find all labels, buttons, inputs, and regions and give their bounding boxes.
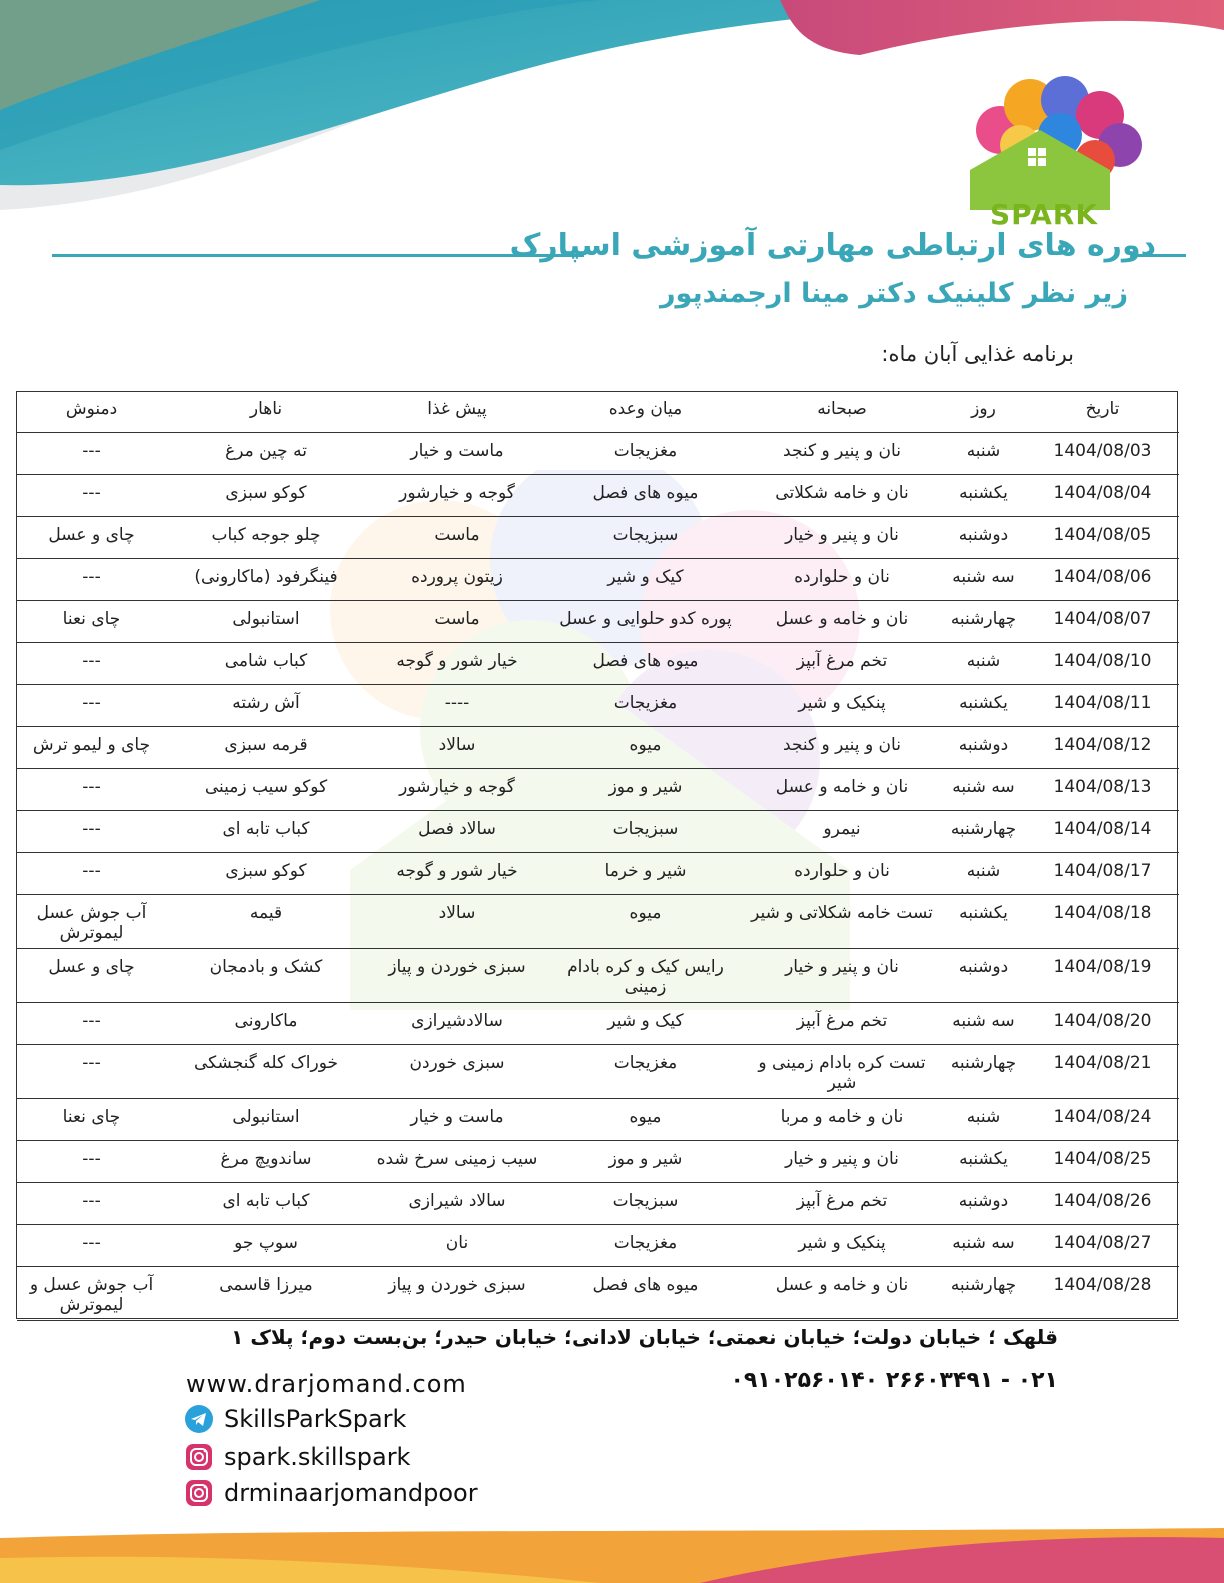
cell-day: دوشنبه: [941, 517, 1026, 559]
cell-lunch: خوراک کله گنجشکی: [166, 1045, 366, 1099]
table-row: [17, 895, 1179, 949]
cell-lunch: ماکارونی: [166, 1003, 366, 1045]
cell-lunch: استانبولی: [166, 1099, 366, 1141]
cell-tea: ---: [17, 811, 166, 853]
page-title: دوره های ارتباطی مهارتی آموزشی اسپارک: [509, 228, 1156, 263]
cell-snack: شیر و موز: [548, 1141, 743, 1183]
logo-text: SPARK: [990, 198, 1099, 231]
cell-tea: چای نعنا: [17, 601, 166, 643]
cell-tea: ---: [17, 1045, 166, 1099]
cell-lunch: چلو جوجه کباب: [166, 517, 366, 559]
cell-day: دوشنبه: [941, 727, 1026, 769]
cell-breakfast: نان و حلوارده: [743, 853, 941, 895]
cell-date: 1404/08/26: [1026, 1183, 1179, 1225]
cell-snack: مغزیجات: [548, 685, 743, 727]
cell-day: دوشنبه: [941, 1183, 1026, 1225]
cell-lunch: استانبولی: [166, 601, 366, 643]
column-header-tea: دمنوش: [17, 391, 166, 433]
cell-tea: آب جوش عسل و لیموترش: [17, 1267, 166, 1321]
cell-breakfast: تست کره بادام زمینی و شیر: [743, 1045, 941, 1099]
cell-breakfast: تخم مرغ آبپز: [743, 643, 941, 685]
cell-lunch: ته چین مرغ: [166, 433, 366, 475]
table-row: [17, 433, 1179, 475]
cell-snack: سبزیجات: [548, 1183, 743, 1225]
cell-day: چهارشنبه: [941, 811, 1026, 853]
cell-lunch: کوکو سبزی: [166, 475, 366, 517]
cell-date: 1404/08/05: [1026, 517, 1179, 559]
cell-breakfast: نان و خامه شکلاتی: [743, 475, 941, 517]
table-row: [17, 769, 1179, 811]
cell-breakfast: نان و خامه و عسل: [743, 601, 941, 643]
table-row: [17, 601, 1179, 643]
cell-breakfast: تست خامه شکلاتی و شیر: [743, 895, 941, 949]
cell-tea: ---: [17, 1183, 166, 1225]
cell-lunch: سوپ جو: [166, 1225, 366, 1267]
cell-date: 1404/08/19: [1026, 949, 1179, 1003]
instagram-contact-1[interactable]: [184, 1442, 410, 1472]
cell-appetizer: سبزی خوردن: [366, 1045, 548, 1099]
cell-date: 1404/08/27: [1026, 1225, 1179, 1267]
cell-snack: میوه: [548, 727, 743, 769]
cell-tea: ---: [17, 1225, 166, 1267]
cell-date: 1404/08/21: [1026, 1045, 1179, 1099]
cell-breakfast: پنکیک و شیر: [743, 685, 941, 727]
cell-snack: شیر و موز: [548, 769, 743, 811]
cell-snack: میوه های فصل: [548, 1267, 743, 1321]
cell-lunch: فینگرفود (ماکارونی): [166, 559, 366, 601]
cell-breakfast: پنکیک و شیر: [743, 1225, 941, 1267]
cell-appetizer: سالاد: [366, 895, 548, 949]
table-row: [17, 811, 1179, 853]
cell-lunch: کوکو سبزی: [166, 853, 366, 895]
cell-snack: کیک و شیر: [548, 1003, 743, 1045]
table-row: [17, 685, 1179, 727]
telegram-contact[interactable]: [184, 1404, 406, 1434]
column-header-breakfast: صبحانه: [743, 391, 941, 433]
instagram-icon: [184, 1442, 214, 1472]
cell-appetizer: سالاد شیرازی: [366, 1183, 548, 1225]
table-row: [17, 517, 1179, 559]
cell-appetizer: ماست و خیار: [366, 433, 548, 475]
cell-snack: میوه: [548, 1099, 743, 1141]
cell-breakfast: تخم مرغ آبپز: [743, 1183, 941, 1225]
cell-snack: مغزیجات: [548, 1045, 743, 1099]
cell-day: یکشنبه: [941, 1141, 1026, 1183]
cell-lunch: قیمه: [166, 895, 366, 949]
cell-appetizer: خیار شور و گوجه: [366, 853, 548, 895]
cell-day: سه شنبه: [941, 1003, 1026, 1045]
instagram-contact-2[interactable]: [184, 1478, 478, 1508]
cell-appetizer: سالاد: [366, 727, 548, 769]
table-row: [17, 727, 1179, 769]
cell-day: چهارشنبه: [941, 601, 1026, 643]
cell-appetizer: گوجه و خیارشور: [366, 475, 548, 517]
telegram-handle: SkillsParkSpark: [224, 1405, 407, 1433]
cell-lunch: کشک و بادمجان: [166, 949, 366, 1003]
cell-snack: میوه: [548, 895, 743, 949]
cell-breakfast: نان و خامه و عسل: [743, 1267, 941, 1321]
cell-tea: چای و لیمو ترش: [17, 727, 166, 769]
cell-tea: ---: [17, 433, 166, 475]
cell-snack: میوه های فصل: [548, 643, 743, 685]
table-header-row: [17, 391, 1179, 433]
table-row: [17, 1141, 1179, 1183]
cell-date: 1404/08/10: [1026, 643, 1179, 685]
cell-day: شنبه: [941, 1099, 1026, 1141]
table-row: [17, 643, 1179, 685]
cell-snack: کیک و شیر: [548, 559, 743, 601]
cell-breakfast: نان و خامه و مربا: [743, 1099, 941, 1141]
cell-tea: ---: [17, 853, 166, 895]
cell-tea: ---: [17, 1141, 166, 1183]
address-text: قلهک ؛ خیابان دولت؛ خیابان نعمتی؛ خیابان لادانی؛ خیابان حیدر؛ بن‌بست دوم؛ پلاک ۱: [231, 1325, 1058, 1349]
cell-date: 1404/08/06: [1026, 559, 1179, 601]
cell-day: یکشنبه: [941, 895, 1026, 949]
cell-appetizer: گوجه و خیارشور: [366, 769, 548, 811]
cell-appetizer: سالادشیرازی: [366, 1003, 548, 1045]
cell-appetizer: سالاد فصل: [366, 811, 548, 853]
cell-day: یکشنبه: [941, 475, 1026, 517]
cell-tea: ---: [17, 475, 166, 517]
cell-date: 1404/08/17: [1026, 853, 1179, 895]
cell-date: 1404/08/18: [1026, 895, 1179, 949]
column-header-snack: میان وعده: [548, 391, 743, 433]
cell-date: 1404/08/28: [1026, 1267, 1179, 1321]
column-header-lunch: ناهار: [166, 391, 366, 433]
table-row: [17, 559, 1179, 601]
cell-snack: مغزیجات: [548, 433, 743, 475]
cell-breakfast: تخم مرغ آبپز: [743, 1003, 941, 1045]
cell-appetizer: ماست: [366, 517, 548, 559]
cell-date: 1404/08/20: [1026, 1003, 1179, 1045]
cell-appetizer: ----: [366, 685, 548, 727]
table-row: [17, 1045, 1179, 1099]
cell-day: سه شنبه: [941, 769, 1026, 811]
cell-tea: ---: [17, 1003, 166, 1045]
clinic-supervision: زیر نظر کلینیک دکتر مینا ارجمندپور: [659, 278, 1128, 309]
cell-appetizer: سبزی خوردن و پیاز: [366, 1267, 548, 1321]
cell-tea: چای و عسل: [17, 517, 166, 559]
table-row: [17, 949, 1179, 1003]
cell-lunch: کوکو سیب زمینی: [166, 769, 366, 811]
cell-lunch: قرمه سبزی: [166, 727, 366, 769]
cell-snack: سبزیجات: [548, 517, 743, 559]
table-row: [17, 1225, 1179, 1267]
cell-appetizer: سبزی خوردن و پیاز: [366, 949, 548, 1003]
table-row: [17, 1183, 1179, 1225]
cell-date: 1404/08/14: [1026, 811, 1179, 853]
table-row: [17, 1099, 1179, 1141]
cell-day: چهارشنبه: [941, 1267, 1026, 1321]
plan-subtitle: برنامه غذایی آبان ماه:: [881, 342, 1074, 366]
cell-appetizer: زیتون پرورده: [366, 559, 548, 601]
cell-day: شنبه: [941, 433, 1026, 475]
cell-breakfast: نان و حلوارده: [743, 559, 941, 601]
cell-lunch: کباب تابه ای: [166, 811, 366, 853]
instagram-handle-2: drminaarjomandpoor: [224, 1479, 478, 1507]
cell-snack: میوه های فصل: [548, 475, 743, 517]
cell-tea: ---: [17, 685, 166, 727]
column-header-date: تاریخ: [1026, 391, 1179, 433]
table-row: [17, 1267, 1179, 1321]
table-row: [17, 1003, 1179, 1045]
cell-snack: رایس کیک و کره بادام زمینی: [548, 949, 743, 1003]
cell-lunch: ساندویچ مرغ: [166, 1141, 366, 1183]
cell-tea: چای نعنا: [17, 1099, 166, 1141]
cell-breakfast: نان و پنیر و خیار: [743, 517, 941, 559]
cell-date: 1404/08/03: [1026, 433, 1179, 475]
column-header-appetizer: پیش غذا: [366, 391, 548, 433]
cell-tea: ---: [17, 769, 166, 811]
cell-appetizer: ماست: [366, 601, 548, 643]
cell-date: 1404/08/07: [1026, 601, 1179, 643]
cell-date: 1404/08/24: [1026, 1099, 1179, 1141]
website-link[interactable]: www.drarjomand.com: [186, 1370, 467, 1398]
telegram-icon: [184, 1404, 214, 1434]
cell-appetizer: سیب زمینی سرخ شده: [366, 1141, 548, 1183]
cell-tea: ---: [17, 643, 166, 685]
table-row: [17, 475, 1179, 517]
cell-breakfast: نان و خامه و عسل: [743, 769, 941, 811]
cell-date: 1404/08/04: [1026, 475, 1179, 517]
cell-snack: پوره کدو حلوایی و عسل: [548, 601, 743, 643]
cell-snack: شیر و خرما: [548, 853, 743, 895]
cell-breakfast: نان و پنیر و خیار: [743, 949, 941, 1003]
instagram-icon: [184, 1478, 214, 1508]
cell-snack: سبزیجات: [548, 811, 743, 853]
cell-day: یکشنبه: [941, 685, 1026, 727]
cell-breakfast: نیمرو: [743, 811, 941, 853]
cell-date: 1404/08/13: [1026, 769, 1179, 811]
cell-day: سه شنبه: [941, 1225, 1026, 1267]
footer-wave-decoration: [0, 1528, 1224, 1583]
title-underline-left: [52, 254, 584, 257]
cell-lunch: آش رشته: [166, 685, 366, 727]
cell-breakfast: نان و پنیر و کنجد: [743, 727, 941, 769]
cell-day: شنبه: [941, 643, 1026, 685]
cell-appetizer: نان: [366, 1225, 548, 1267]
cell-day: دوشنبه: [941, 949, 1026, 1003]
cell-lunch: کباب تابه ای: [166, 1183, 366, 1225]
cell-appetizer: ماست و خیار: [366, 1099, 548, 1141]
cell-day: سه شنبه: [941, 559, 1026, 601]
cell-date: 1404/08/11: [1026, 685, 1179, 727]
cell-lunch: کباب شامی: [166, 643, 366, 685]
cell-appetizer: خیار شور و گوجه: [366, 643, 548, 685]
cell-date: 1404/08/25: [1026, 1141, 1179, 1183]
phone-numbers: ۰۲۱ - ۲۶۶۰۳۴۹۱ ۰۹۱۰۲۵۶۰۱۴۰: [730, 1368, 1058, 1393]
cell-breakfast: نان و پنیر و کنجد: [743, 433, 941, 475]
cell-date: 1404/08/12: [1026, 727, 1179, 769]
cell-tea: چای و عسل: [17, 949, 166, 1003]
cell-tea: آب جوش عسل لیموترش: [17, 895, 166, 949]
column-header-day: روز: [941, 391, 1026, 433]
cell-snack: مغزیجات: [548, 1225, 743, 1267]
cell-tea: ---: [17, 559, 166, 601]
table-row: [17, 853, 1179, 895]
instagram-handle-1: spark.skillspark: [224, 1443, 411, 1471]
cell-breakfast: نان و پنیر و خیار: [743, 1141, 941, 1183]
cell-lunch: میرزا قاسمی: [166, 1267, 366, 1321]
cell-day: چهارشنبه: [941, 1045, 1026, 1099]
meal-plan-table: [17, 391, 1179, 1321]
cell-day: شنبه: [941, 853, 1026, 895]
